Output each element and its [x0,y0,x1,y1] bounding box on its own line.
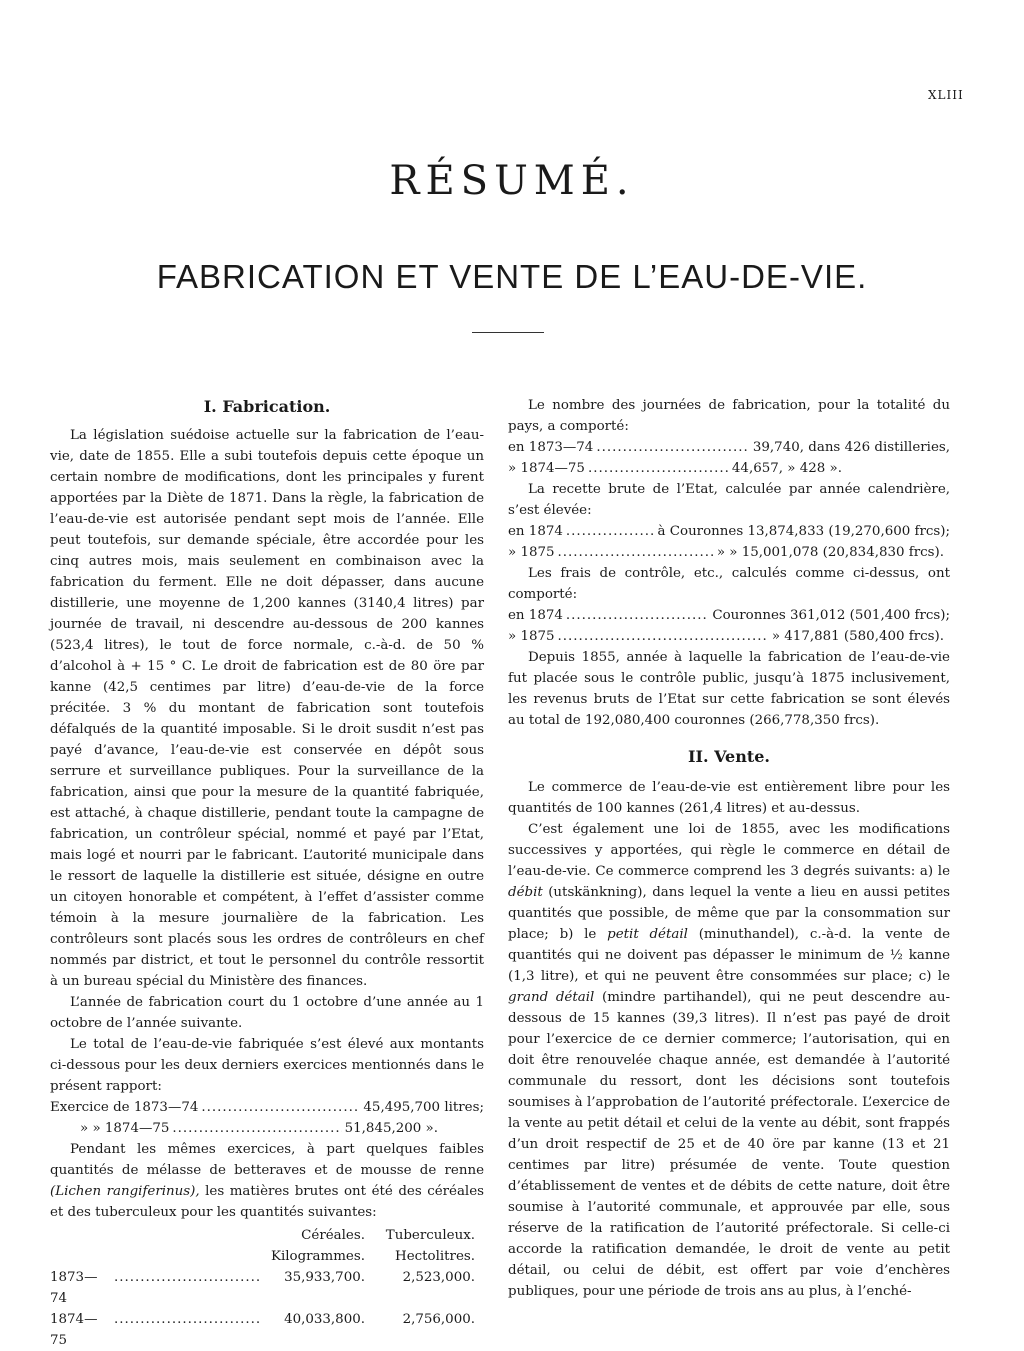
leader-dots [114,1309,260,1330]
title-divider [472,332,544,333]
leader-dots [596,437,750,458]
row-year: 1873—74 [50,1270,98,1306]
table-header [50,1225,484,1246]
recette-value: à Couronnes 13,874,833 (19,270,600 frcs); [657,524,950,539]
leader-dots [172,1118,341,1139]
row-tuberculeux: 2,523,000. [402,1270,475,1285]
row-cereales: 35,933,700. [284,1270,365,1285]
journees-row-1874 [508,458,950,479]
leader-dots [588,458,729,479]
right-column [508,395,950,1302]
page-number: XLIII [928,88,964,102]
paragraph-legislation: La législation suédoise actuelle sur la fabrication de l’eau-vie, date de 1855. Elle a subi toutefois depuis cette époque un certain nombre de modifications, dont les principales y furent apportées par la Diète de 1871. Dans la règle, la fabrication de l’eau-de-vie est autorisée pendant sept mois de l’année. Elle peut toutefois, sur demande spéciale, être accordée pour les cinq autres mois, mais seulement en combinaison avec la fabrication du ferment. Elle ne doit dépasser, dans aucune distillerie, une moyenne de 1,200 kannes (3140,4 litres) par journée de travail, ni descendre au-dessous de 200 kannes (523,4 litres), le tout de force normale, c.-à-d. de 50 % d’alcohol à + 15 ° C. Le droit de fabrication est de 80 öre par kanne (42,5 centimes par litre) d’eau-de-vie de la force précitée. 3 % du montant de fabrication sont toutefois défalqués de la quantité imposable. Si le droit susdit n’est pas payé d’avance, l’eau-de-vie est conservée en dépôt sous serrure et surveillance publiques. Pour la surveillance de la fabrication, ainsi que pour la mesure de la quantité fabriquée, est attaché, à chaque distillerie, pendant toute la campagne de fabrication, un contrôleur spécial, nommé et payé par l’Etat, mais logé et nourri par le fabricant. L’autorité municipale dans le ressort de laquelle la distillerie est située, désigne en outre un citoyen honorable et compétent, à l’effet d’assister comme témoin à la mesure journalière de la fabrication. Les contrôleurs sont placés sous les ordres de contrôleurs en chef nommés par district, et tout le personnel du contrôle ressortit à un bureau spécial du Ministère des finances. [50,428,484,989]
paragraph-total: Le total de l’eau-de-vie fabriquée s’est élevé aux montants ci-dessous pour les deux derniers exercices mentionnés dans le présent rapport: [50,1037,484,1094]
paragraph-recette: La recette brute de l’Etat, calculée par année calendrière, s’est élevée: [508,482,950,518]
journees-label: » 1874—75 [508,461,585,476]
left-column [50,395,484,1351]
row-year: 1874—75 [50,1312,98,1348]
col-unit-hectolitres: Hectolitres. [395,1249,475,1264]
col-header-cereales: Céréales. [301,1228,365,1243]
journees-value: 39,740, dans 426 distilleries, [752,440,950,455]
exercise-row-1873 [50,1097,484,1118]
leader-dots [201,1097,360,1118]
paragraph-commerce-libre: Le commerce de l’eau-de-vie est entièrement libre pour les quantités de 100 kannes (261,4 litres) et au-dessus. [508,780,950,816]
paragraph-commerce-detail: C’est également une loi de 1855, avec les modifications successives y apportées, qui règle le commerce en détail de l’eau-de-vie. Ce commerce comprend les 3 degrés suivants: a) le débit (utskänkning), dans lequel la vente a lieu en aussi petites quantités que possible, de même que par la consommation sur place; b) le petit détail (minuthandel), c.-à-d. la vente de quantités qui ne doivent pas dépasser le minimum de ½ kanne (1,3 litre), et qui ne peuvent être consommées sur place; c) le grand détail (mindre partihandel), qui ne peut descendre au-dessous de 15 kannes (39,3 litres). Il n’est pas payé de droit pour l’exercice de ce dernier commerce; l’autorisation, qui en doit être renouvelée chaque année, est demandée à l’autorité communale du ressort, dont les décisions sont toutefois soumises à l’approbation de l’autorité préfectorale. L’exercice de la vente au petit détail et celui de la vente au débit, sont frappés d’un droit respectif de 25 et de 40 öre par kanne (13 et 21 centimes par litre) présumée de vente. Toute question d’établissement de ventes et de débits de cette nature, doit être soumise à l’autorité communale, et approuvée par elle, sous réserve de la ratification de l’autorité préfectorale. Si celle-ci accorde la ratification demandée, le droit de vente au petit détail, ou celui de débit, est offert par voie d’enchères publiques, pour une période de trois ans au plus, à l’enché- [508,822,951,1299]
table-row [50,1309,484,1351]
frais-row-1875 [508,626,950,647]
raw-materials-table [50,1225,484,1351]
recette-value: » » 15,001,078 (20,834,830 frcs). [716,545,944,560]
journees-value: 44,657, » 428 ». [731,461,842,476]
col-header-tuberculeux: Tuberculeux. [385,1228,475,1243]
page-subtitle: FABRICATION ET VENTE DE L’EAU-DE-VIE. [156,258,868,295]
recette-row-1874 [508,521,950,542]
recette-row-1875 [508,542,950,563]
frais-label: » 1875 [508,629,555,644]
table-header-units [50,1246,484,1267]
exercise-value: 45,495,700 litres; [363,1100,484,1115]
page-title: RÉSUMÉ. [389,158,635,204]
col-unit-kilogrammes: Kilogrammes. [270,1249,365,1264]
frais-row-1874 [508,605,950,626]
paragraph-matieres: Pendant les mêmes exercices, à part quelques faibles quantités de mélasse de betteraves et de mousse de renne (Lichen rangiferinus), les matières brutes ont été des céréales et des tuberculeux pour les quantités suivantes: [50,1142,485,1220]
section-heading-vente: II. Vente. [687,747,770,766]
paragraph-year: L’année de fabrication court du 1 octobre d’une année au 1 octobre de l’année suivante. [50,995,484,1031]
journees-row-1873 [508,437,950,458]
paragraph-journees: Le nombre des journées de fabrication, pour la totalité du pays, a comporté: [508,398,950,434]
table-row [50,1267,484,1309]
exercise-label: » » 1874—75 [80,1121,170,1136]
journees-label: en 1873—74 [508,440,594,455]
leader-dots [566,605,709,626]
leader-dots [558,542,714,563]
section-heading-fabrication: I. Fabrication. [203,397,331,416]
exercise-label: Exercice de 1873—74 [50,1100,199,1115]
leader-dots [114,1267,260,1288]
row-tuberculeux: 2,756,000. [402,1312,475,1327]
recette-label: » 1875 [508,545,555,560]
exercise-row-1874 [50,1118,484,1139]
frais-value: » 417,881 (580,400 frcs). [771,629,944,644]
paragraph-frais: Les frais de contrôle, etc., calculés comme ci-dessus, ont comporté: [508,566,950,602]
frais-value: Couronnes 361,012 (501,400 frcs); [712,608,950,623]
frais-label: en 1874 [508,608,563,623]
row-cereales: 40,033,800. [284,1312,365,1327]
exercise-value: 51,845,200 ». [344,1121,438,1136]
recette-label: en 1874 [508,524,563,539]
paragraph-revenus: Depuis 1855, année à laquelle la fabrication de l’eau-de-vie fut placée sous le contrôle public, jusqu’à 1875 inclusivement, les revenus bruts de l’Etat sur cette fabrication se sont élevés au total de 192,080,400 couronnes (266,778,350 frcs). [508,650,950,728]
leader-dots [566,521,655,542]
leader-dots [558,626,769,647]
